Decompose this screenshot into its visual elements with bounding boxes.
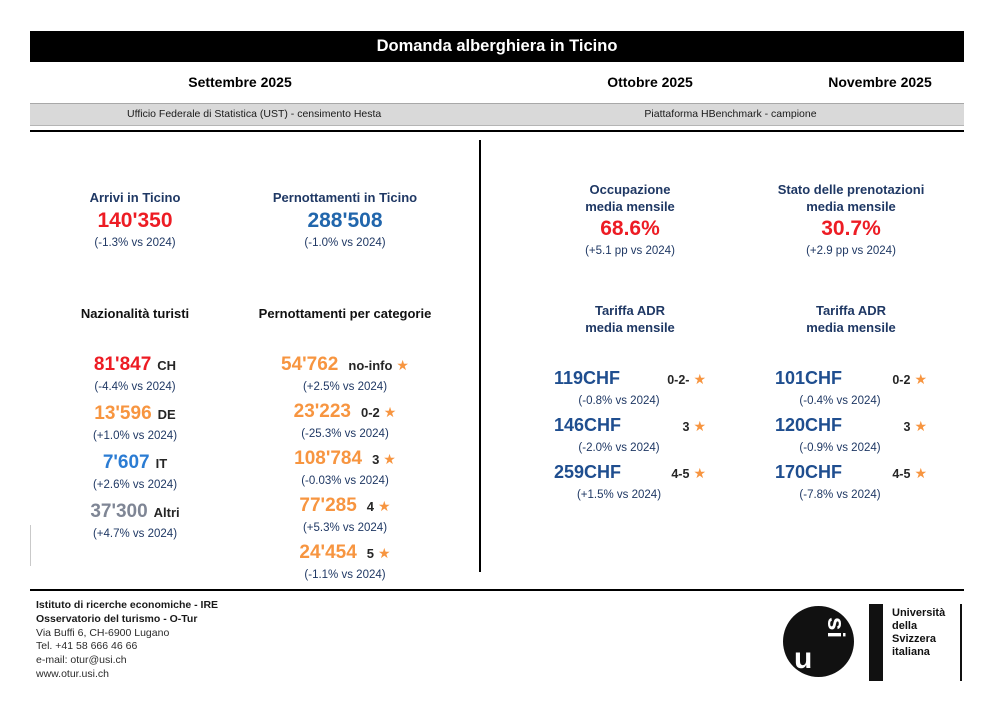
header-divider-line [30, 130, 964, 132]
source-hbenchmark-label: Piattaforma HBenchmark - campione [644, 108, 817, 120]
university-name: Università della Svizzera italiana [892, 607, 946, 658]
vs-previous-year: (-0.03% vs 2024) [301, 474, 389, 487]
nationality-item-ch [15, 353, 255, 396]
vs-previous-year: (-0.4% vs 2024) [799, 395, 881, 407]
usi-logo-letter-u: u [794, 642, 813, 675]
nationality-code: IT [155, 455, 168, 471]
adr-stars-label: 0-2- ★ [667, 371, 706, 387]
nationality-value: 7'607 [102, 451, 150, 473]
adr-item-0-2-stars [500, 366, 760, 410]
adr-label-line2: media mensile [585, 319, 675, 335]
adr-novembre-block [731, 303, 971, 507]
nationality-value: 37'300 [90, 500, 148, 522]
phone-line: Tel. +41 58 666 46 66 [36, 640, 138, 653]
occupazione-label-line2: media mensile [585, 198, 675, 214]
nationality-item-altri [15, 500, 255, 543]
nazionalita-label: Nazionalità turisti [80, 306, 190, 321]
nationality-code: CH [157, 357, 177, 373]
prenotazioni-label-line2: media mensile [806, 198, 896, 214]
observatory-name: Osservatorio del turismo - O-Tur [36, 612, 198, 625]
category-value: 54'762 [281, 353, 339, 375]
prenotazioni-vs-previous-year: (+2.9 pp vs 2024) [806, 245, 896, 257]
vs-previous-year: (-0.8% vs 2024) [578, 395, 660, 407]
vs-previous-year: (-0.9% vs 2024) [799, 442, 881, 454]
source-bar [30, 103, 964, 126]
category-item-5-stars [225, 541, 465, 584]
month-header-novembre: Novembre 2025 [828, 74, 932, 90]
usi-logo-icon [783, 606, 854, 677]
vs-previous-year: (+5.3% vs 2024) [302, 521, 388, 534]
adr-item-3-stars [500, 413, 760, 457]
vs-previous-year: (-2.0% vs 2024) [578, 442, 660, 454]
category-stars-label: 5 [366, 545, 375, 561]
occupazione-label-line1: Occupazione [589, 182, 671, 197]
adr-value: 120CHF [775, 415, 843, 435]
nationality-item-it [15, 451, 255, 494]
adr-label-line1: Tariffa ADR [594, 303, 666, 318]
star-icon: ★ [378, 544, 391, 561]
prenotazioni-label-line1: Stato delle prenotazioni [777, 182, 925, 197]
page-title: Domanda alberghiera in Ticino [30, 31, 964, 62]
adr-value: 146CHF [554, 415, 622, 435]
prenotazioni-block [731, 182, 971, 260]
category-value: 77'285 [299, 494, 357, 516]
category-value: 23'223 [293, 400, 351, 422]
adr-value: 101CHF [775, 368, 843, 388]
adr-item-4-5-stars [500, 460, 760, 504]
category-value: 108'784 [294, 447, 363, 469]
adr-value: 259CHF [554, 462, 622, 482]
adr-stars-label: 3 ★ [682, 418, 706, 434]
category-stars-label: 0-2 [361, 404, 380, 420]
nazionalita-block [15, 306, 255, 549]
vs-previous-year: (+1.5% vs 2024) [576, 489, 662, 501]
institute-name: Istituto di ricerche economiche - IRE [36, 599, 219, 611]
email-line: e-mail: otur@usi.ch [36, 654, 127, 667]
vs-previous-year: (+2.6% vs 2024) [92, 478, 178, 491]
star-icon: ★ [914, 418, 927, 434]
nationality-item-de [15, 402, 255, 445]
arrivi-vs-previous-year: (-1.3% vs 2024) [94, 236, 176, 249]
vs-previous-year: (-4.4% vs 2024) [94, 380, 176, 393]
pernottamenti-vs-previous-year: (-1.0% vs 2024) [304, 236, 386, 249]
adr-label-line1: Tariffa ADR [815, 303, 887, 318]
arrivi-label: Arrivi in Ticino [89, 190, 181, 205]
nationality-code: DE [157, 406, 176, 422]
category-stars-label: no-info [348, 357, 393, 373]
star-icon: ★ [693, 371, 706, 387]
vs-previous-year: (-1.1% vs 2024) [304, 568, 386, 581]
occupazione-value: 68.6% [600, 217, 660, 240]
pernottamenti-label: Pernottamenti in Ticino [272, 190, 418, 205]
category-stars-label: 4 [366, 498, 375, 514]
adr-stars-label: 4-5 ★ [892, 465, 927, 481]
nationality-code: Altri [153, 504, 180, 520]
star-icon: ★ [914, 465, 927, 481]
star-icon: ★ [693, 465, 706, 481]
adr-item-4-5-stars [731, 460, 971, 504]
vs-previous-year: (+4.7% vs 2024) [92, 527, 178, 540]
website-line: www.otur.usi.ch [36, 667, 109, 680]
vertical-section-divider [479, 140, 481, 572]
adr-label-line2: media mensile [806, 319, 896, 335]
occupazione-block [500, 182, 760, 260]
logo-right-rule [960, 604, 962, 681]
arrivi-block [15, 190, 255, 252]
arrivi-value: 140'350 [97, 208, 173, 232]
address-line: Via Buffi 6, CH-6900 Lugano [36, 626, 170, 639]
adr-stars-label: 4-5 ★ [671, 465, 706, 481]
pernottamenti-block [225, 190, 465, 252]
vs-previous-year: (+1.0% vs 2024) [92, 429, 178, 442]
footer-divider-line [30, 589, 964, 591]
adr-value: 119CHF [554, 368, 621, 388]
star-icon: ★ [914, 371, 927, 387]
category-item-no-info [225, 353, 465, 396]
star-icon: ★ [378, 497, 391, 514]
category-item-4-stars [225, 494, 465, 537]
categorie-block [225, 306, 465, 588]
adr-item-3-stars [731, 413, 971, 457]
usi-logo-bar [869, 604, 883, 681]
adr-item-0-2-stars [731, 366, 971, 410]
adr-value: 170CHF [775, 462, 843, 482]
adr-stars-label: 3 ★ [903, 418, 927, 434]
nationality-value: 81'847 [93, 353, 152, 375]
footer-contact-block [36, 599, 218, 682]
prenotazioni-value: 30.7% [821, 217, 881, 240]
month-header-settembre: Settembre 2025 [188, 74, 292, 90]
category-value: 24'454 [299, 541, 357, 563]
vs-previous-year: (-25.3% vs 2024) [301, 427, 389, 440]
star-icon: ★ [383, 450, 396, 467]
star-icon: ★ [383, 403, 397, 420]
vs-previous-year: (+2.5% vs 2024) [302, 380, 388, 393]
star-icon: ★ [693, 418, 706, 434]
category-stars-label: 3 [372, 451, 380, 467]
nationality-value: 13'596 [94, 402, 152, 424]
month-header-ottobre: Ottobre 2025 [607, 74, 693, 90]
category-item-0-2-stars [225, 400, 465, 443]
adr-ottobre-block [500, 303, 760, 507]
occupazione-vs-previous-year: (+5.1 pp vs 2024) [585, 245, 675, 257]
adr-stars-label: 0-2 ★ [892, 371, 927, 387]
source-ust-label: Ufficio Federale di Statistica (UST) - censimento Hesta [127, 108, 382, 120]
usi-logo-letters-si: si [821, 616, 849, 640]
star-icon: ★ [396, 356, 409, 373]
vs-previous-year: (-7.8% vs 2024) [799, 489, 881, 501]
categorie-label: Pernottamenti per categorie [258, 306, 432, 321]
category-item-3-stars [225, 447, 465, 490]
pernottamenti-value: 288'508 [307, 208, 383, 232]
